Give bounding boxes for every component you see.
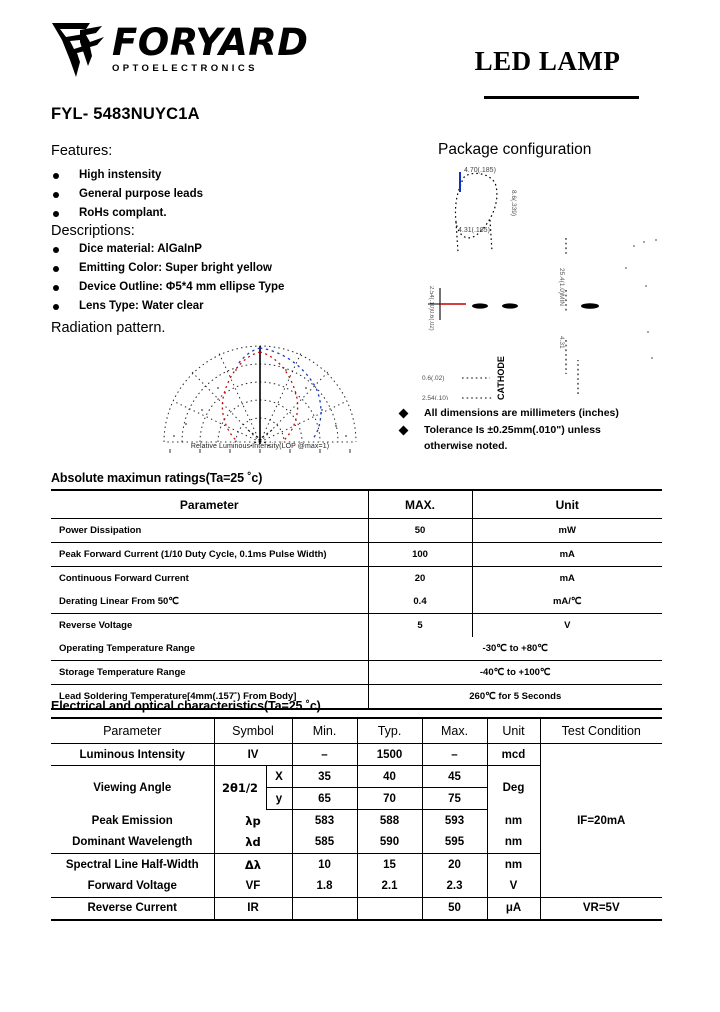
package-top-dimension-label: 4.70(.185): [464, 167, 496, 174]
list-item: High instensity: [51, 166, 391, 185]
cell-max: 0.4: [368, 590, 472, 614]
cell-min: 65: [292, 788, 357, 810]
table-header-row: [51, 718, 662, 744]
table-row: [51, 519, 662, 543]
package-configuration-heading: Package configuration: [438, 141, 592, 158]
column-header-test-condition: Test Condition: [540, 718, 662, 744]
cell-typ: 588: [357, 810, 422, 832]
cell-parameter: Spectral Line Half-Width: [65, 858, 199, 871]
table-header-row: [51, 490, 662, 519]
cell-typ: 40: [357, 766, 422, 788]
part-number: FYL- 5483NUYC1A: [51, 105, 200, 123]
logo-company-name: FORYARD: [112, 21, 309, 64]
page-header: [50, 18, 670, 90]
cell-symbol: VF: [214, 876, 292, 898]
cell-min: 1.8: [292, 876, 357, 898]
cell-max: –: [422, 744, 487, 766]
cell-parameter: Reverse Current: [87, 902, 177, 915]
table-row: [51, 744, 662, 766]
cell-parameter: Forward Voltage: [51, 876, 214, 898]
cell-unit: mW: [472, 519, 662, 543]
package-drawing: [420, 160, 685, 400]
package-bottom-dimension-2: 2.54(.10): [422, 395, 449, 400]
cell-max: 593: [422, 810, 487, 832]
cell-symbol: λp: [214, 810, 292, 832]
electrical-optical-characteristics-table: [51, 717, 662, 921]
cell-symbol: IR: [214, 898, 292, 920]
logo-wordmark: [112, 21, 309, 74]
cell-unit: mA/℃: [472, 590, 662, 614]
cell-parameter: Reverse Voltage: [59, 620, 133, 631]
cell-parameter: Power Dissipation: [59, 525, 142, 536]
logo-tagline: OPTOELECTRONICS: [112, 63, 258, 74]
package-bottom-dimension-1: 0.6(.02): [422, 375, 445, 382]
table-row: [51, 590, 662, 614]
cell-min: 35: [292, 766, 357, 788]
list-item: Device Outline: Φ5*4 mm ellipse Type: [51, 278, 391, 297]
absolute-maximum-ratings-table: [51, 489, 662, 710]
table-row: [51, 543, 662, 567]
cell-parameter: Luminous Intensity: [51, 744, 214, 766]
cell-parameter: Operating Temperature Range: [59, 643, 196, 654]
cell-parameter: Peak Forward Current (1/10 Duty Cycle, 0.1ms Pulse Width): [59, 549, 327, 560]
list-item: General purpose leads: [51, 185, 391, 204]
cell-symbol: 2θ1/2: [214, 766, 266, 810]
list-item: Lens Type: Water clear: [51, 297, 391, 316]
cell-unit: nm: [487, 854, 540, 876]
cell-axis: X: [266, 766, 292, 788]
document-title-underline: [484, 96, 639, 99]
cell-typ: 1500: [357, 744, 422, 766]
descriptions-list: [51, 240, 391, 316]
cell-max: 50: [422, 898, 487, 920]
table-row: [51, 898, 662, 920]
cell-test-condition: IF=20mA: [540, 744, 662, 898]
list-item: Dice material: AlGaInP: [51, 240, 391, 259]
cell-max: 595: [422, 832, 487, 854]
cell-unit: mA: [472, 543, 662, 567]
column-header-unit: Unit: [487, 718, 540, 744]
cell-unit: V: [472, 614, 662, 638]
cell-test-condition: VR=5V: [540, 898, 662, 920]
cell-parameter: Lead Soldering Temperature[4mm(.157˚) From Body]: [59, 691, 297, 702]
cell-min: [292, 898, 357, 920]
cell-parameter: Dominant Wavelength: [51, 832, 214, 854]
cell-parameter: Peak Emission: [91, 814, 173, 827]
dimension-notes: [396, 405, 676, 455]
foryard-logo-icon: [50, 20, 108, 80]
cell-unit: nm: [487, 810, 540, 832]
cell-unit: mcd: [487, 744, 540, 766]
cell-max: 100: [368, 543, 472, 567]
cell-min: 585: [292, 832, 357, 854]
cell-unit: μA: [487, 898, 540, 920]
cell-parameter: Derating Linear From 50℃: [59, 596, 179, 607]
note-item: Tolerance Is ±0.25mm(.010") unless: [396, 422, 676, 439]
cell-typ: 590: [357, 832, 422, 854]
radiation-pattern-caption: Relative Luminous Intensity(LOP @max=1): [190, 443, 330, 450]
note-item-continuation: otherwise noted.: [424, 440, 508, 452]
descriptions-heading: Descriptions:: [51, 223, 135, 239]
company-logo: [50, 18, 320, 84]
column-header-symbol: Symbol: [214, 718, 292, 744]
column-header-unit: Unit: [472, 490, 662, 519]
list-item: RoHs complant.: [51, 204, 391, 223]
features-section: [51, 143, 391, 316]
cell-max: 20: [368, 567, 472, 591]
cell-unit: nm: [487, 832, 540, 854]
electrical-characteristics-title: Electrical and optical characteristics(Ta=25 ˚c): [51, 699, 321, 713]
cell-value-merged: -30℃ to +80℃: [368, 637, 662, 661]
package-lead-width-label: 0.6(.02): [428, 310, 434, 331]
cell-value-merged: -40℃ to +100℃: [368, 661, 662, 685]
cell-symbol: Δλ: [214, 854, 292, 876]
table-row: [51, 614, 662, 638]
cell-unit: mA: [472, 567, 662, 591]
cell-max: 45: [422, 766, 487, 788]
package-lead-pitch-label: 2.54(.10): [428, 286, 434, 311]
cell-typ: 2.1: [357, 876, 422, 898]
package-body-dimension-label: 4.31(.185): [458, 227, 490, 234]
absolute-ratings-title: Absolute maximun ratings(Ta=25 ˚c): [51, 471, 263, 485]
note-item: All dimensions are millimeters (inches): [396, 405, 676, 422]
cell-max: 20: [422, 854, 487, 876]
column-header-max: Max.: [422, 718, 487, 744]
list-item: Emitting Color: Super bright yellow: [51, 259, 391, 278]
document-title: LED LAMP: [474, 46, 621, 76]
cell-typ: 15: [357, 854, 422, 876]
cell-max: 75: [422, 788, 487, 810]
cell-symbol: IV: [214, 744, 292, 766]
table-row: [51, 661, 662, 685]
cell-symbol: λd: [214, 832, 292, 854]
package-right-dimension-2: 4.31: [558, 336, 565, 349]
cell-parameter: Storage Temperature Range: [59, 667, 186, 678]
cell-typ: [357, 898, 422, 920]
cell-max: 2.3: [422, 876, 487, 898]
cell-max: 5: [368, 614, 472, 638]
cell-max: 50: [368, 519, 472, 543]
features-list: [51, 166, 391, 223]
table-row: [51, 637, 662, 661]
package-side-dimension-label: 8.6(.339): [510, 190, 517, 217]
cell-axis: y: [266, 788, 292, 810]
column-header-max: MAX.: [368, 490, 472, 519]
cell-typ: 70: [357, 788, 422, 810]
radiation-pattern-heading: Radiation pattern.: [51, 320, 166, 336]
column-header-parameter: Parameter: [51, 718, 214, 744]
cell-parameter: Viewing Angle: [93, 781, 172, 794]
cell-unit: Deg: [487, 766, 540, 810]
column-header-parameter: Parameter: [51, 490, 368, 519]
package-right-dimension-1: 25.4(1.0)MIN: [558, 268, 565, 306]
features-heading: Features:: [51, 143, 113, 159]
cell-min: 583: [292, 810, 357, 832]
column-header-typ: Typ.: [357, 718, 422, 744]
table-row: [51, 567, 662, 591]
cell-parameter: Continuous Forward Current: [59, 573, 189, 584]
cell-value-merged: 260℃ for 5 Seconds: [368, 685, 662, 710]
cathode-label: CATHODE: [496, 356, 506, 400]
cell-min: 10: [292, 854, 357, 876]
cell-min: –: [292, 744, 357, 766]
cell-unit: V: [487, 876, 540, 898]
column-header-min: Min.: [292, 718, 357, 744]
